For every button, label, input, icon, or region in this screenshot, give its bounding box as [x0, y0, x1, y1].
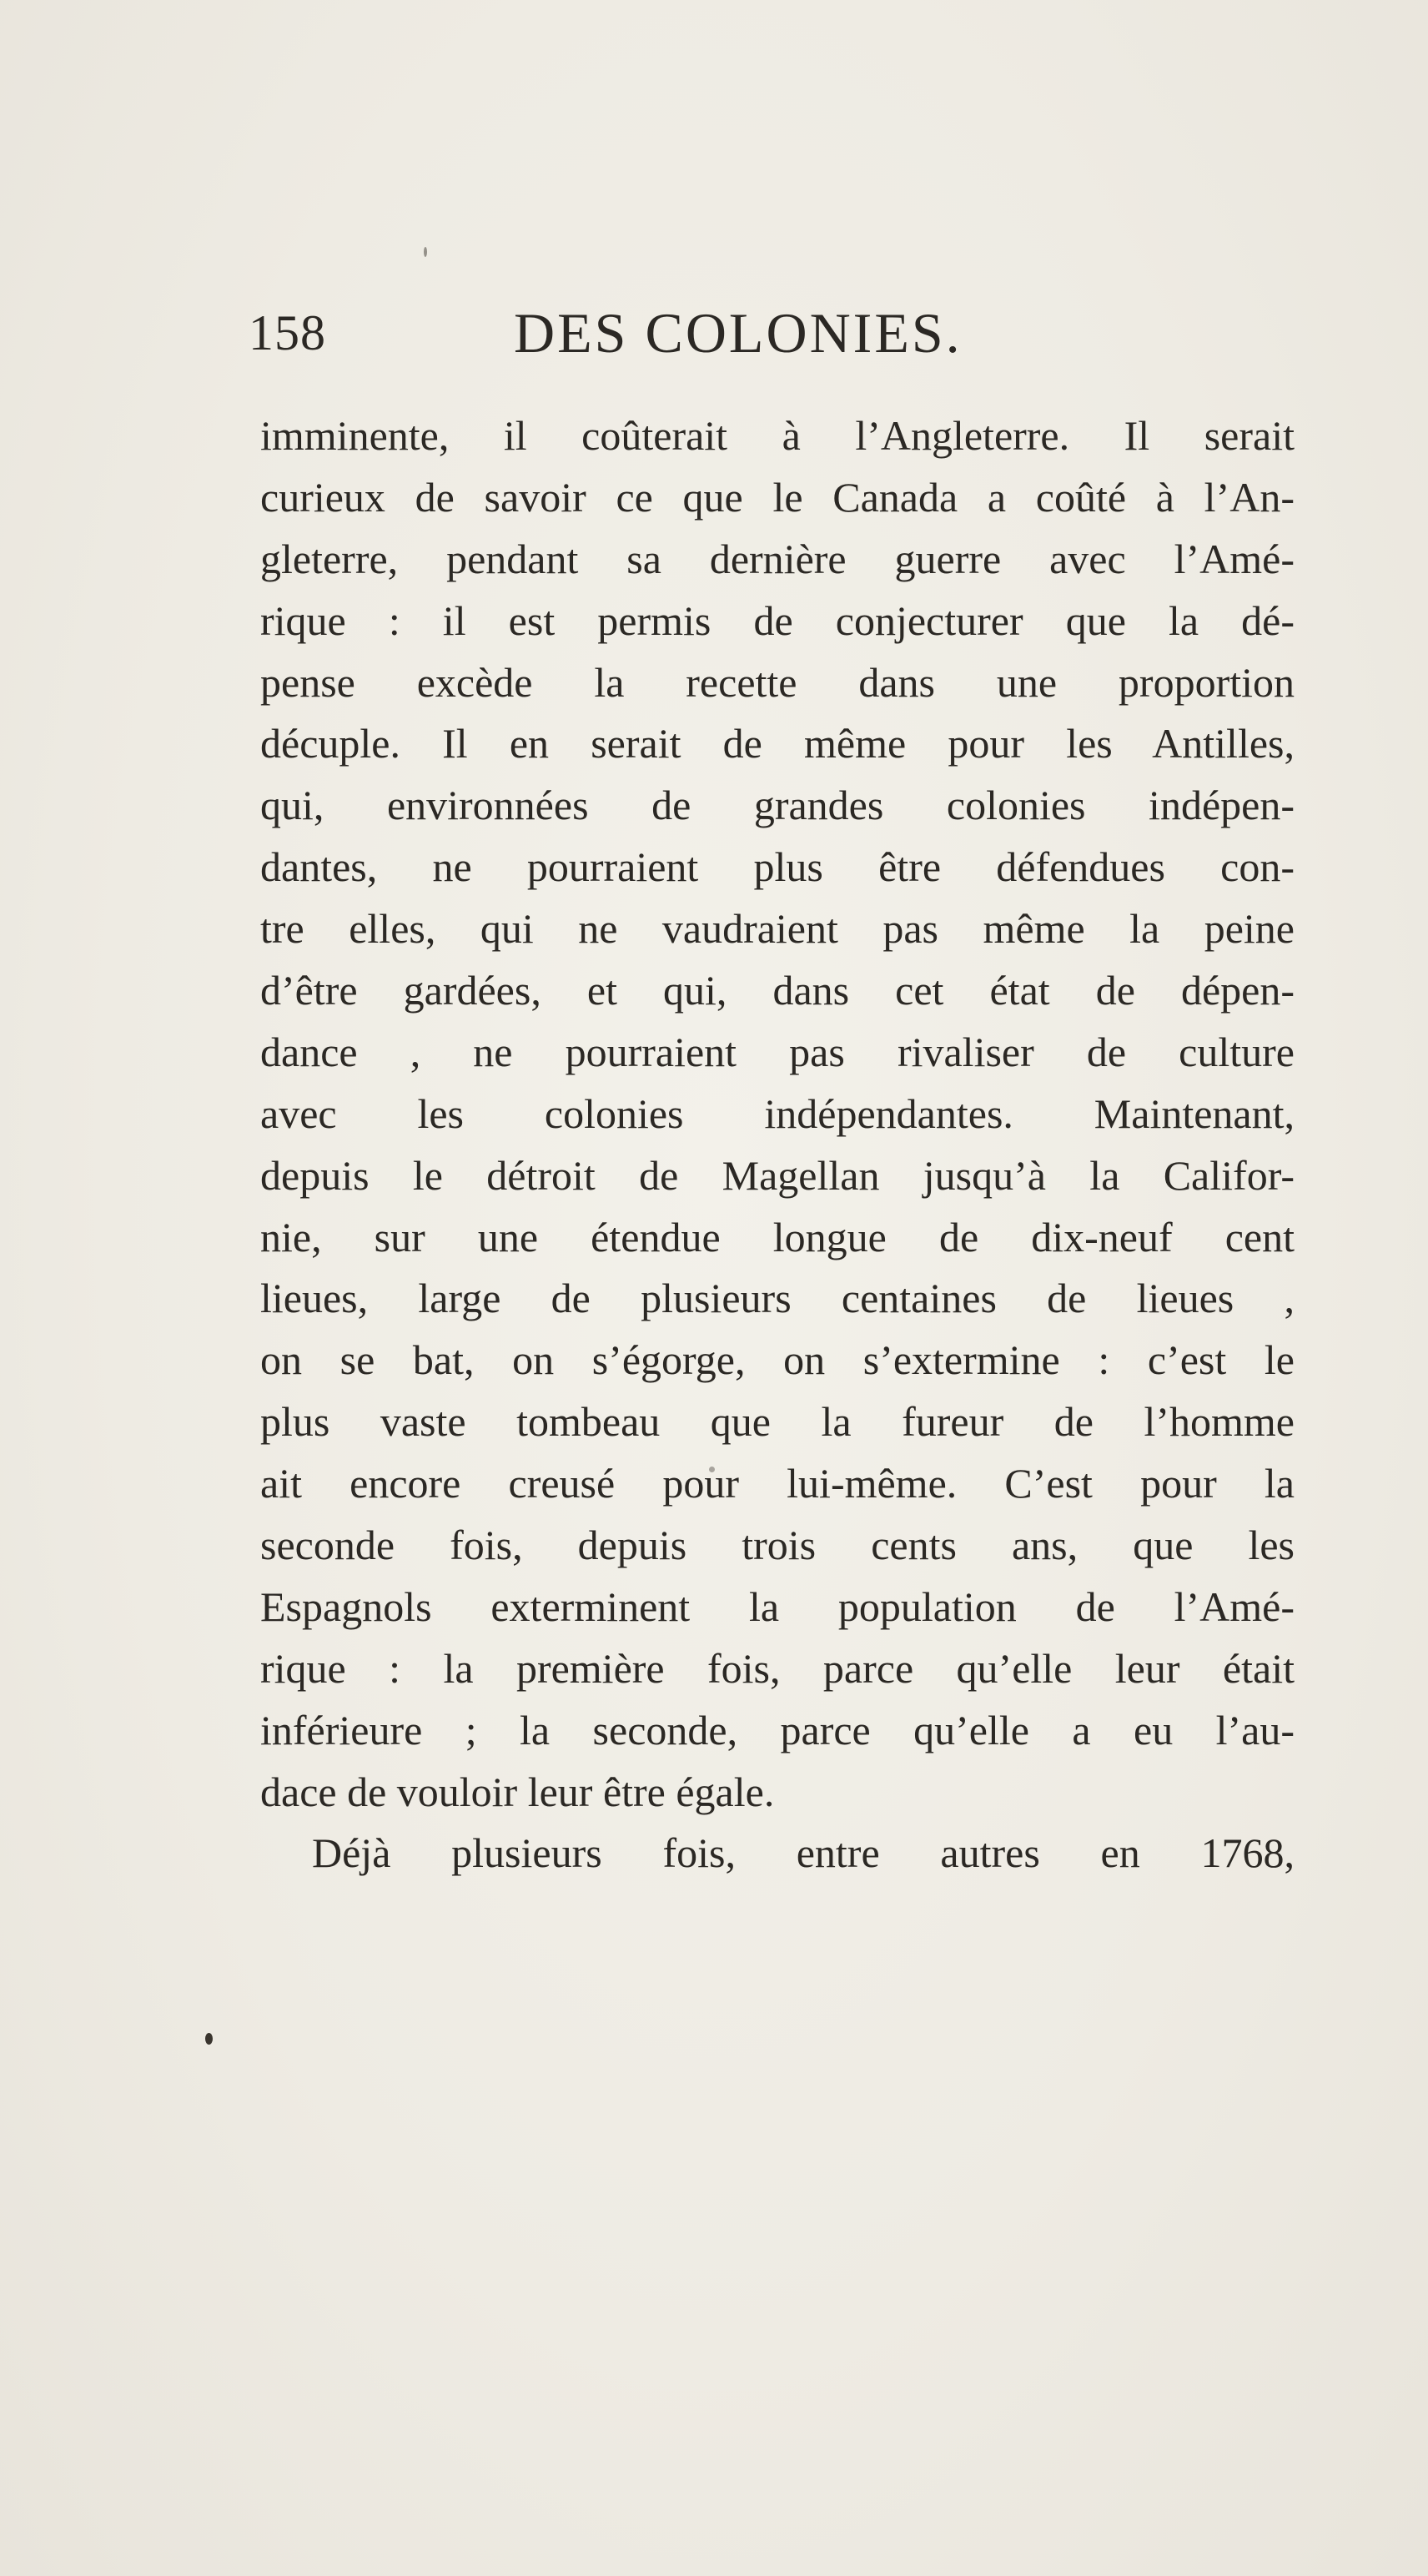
- text-line: avec les colonies indépendantes. Maintenant,: [260, 1089, 1295, 1137]
- body-text: [260, 405, 1295, 1884]
- text-line: inférieure ; la seconde, parce qu’elle a eu l’au-: [260, 1706, 1295, 1753]
- text-line: dace de vouloir leur être égale.: [260, 1768, 775, 1815]
- text-line: décuple. Il en serait de même pour les Antilles,: [260, 720, 1295, 767]
- text-line: depuis le détroit de Magellan jusqu’à la Califor-: [260, 1151, 1295, 1199]
- text-line: curieux de savoir ce que le Canada a coûté à l’An-: [260, 473, 1295, 521]
- text-line: qui, environnées de grandes colonies indépen-: [260, 782, 1295, 829]
- ink-speck: [709, 1467, 715, 1472]
- text-line: Espagnols exterminent la population de l’Amé-: [260, 1582, 1295, 1630]
- text-line: rique : la première fois, parce qu’elle leur était: [260, 1644, 1295, 1692]
- text-line: dantes, ne pourraient plus être défendues con-: [260, 843, 1295, 891]
- text-line: tre elles, qui ne vaudraient pas même la peine: [260, 905, 1295, 953]
- text-line: nie, sur une étendue longue de dix-neuf cent: [260, 1213, 1295, 1260]
- text-line: ait encore creusé pour lui-même. C’est pour la: [260, 1460, 1295, 1507]
- text-line: lieues, large de plusieurs centaines de lieues ,: [260, 1275, 1295, 1322]
- text-line: pense excède la recette dans une proportion: [260, 658, 1295, 706]
- text-line: gleterre, pendant sa dernière guerre avec l’Amé-: [260, 535, 1295, 582]
- text-line: rique : il est permis de conjecturer que la dé-: [260, 596, 1295, 644]
- text-line: dance , ne pourraient pas rivaliser de culture: [260, 1028, 1295, 1075]
- page-header: [249, 301, 1283, 365]
- page-number: 158: [249, 305, 326, 360]
- running-title: DES COLONIES.: [514, 301, 963, 365]
- text-line: imminente, il coûterait à l’Angleterre. Il serait: [260, 412, 1295, 459]
- text-line: plus vaste tombeau que la fureur de l’homme: [260, 1398, 1295, 1446]
- ink-speck: [424, 247, 427, 257]
- ink-speck: [205, 2033, 213, 2045]
- text-line: on se bat, on s’égorge, on s’extermine : c’est le: [260, 1336, 1295, 1384]
- paragraph-first-line: Déjà plusieurs fois, entre autres en 1768,: [312, 1829, 1295, 1877]
- text-line: d’être gardées, et qui, dans cet état de dépen-: [260, 967, 1295, 1014]
- text-line: seconde fois, depuis trois cents ans, que les: [260, 1522, 1295, 1569]
